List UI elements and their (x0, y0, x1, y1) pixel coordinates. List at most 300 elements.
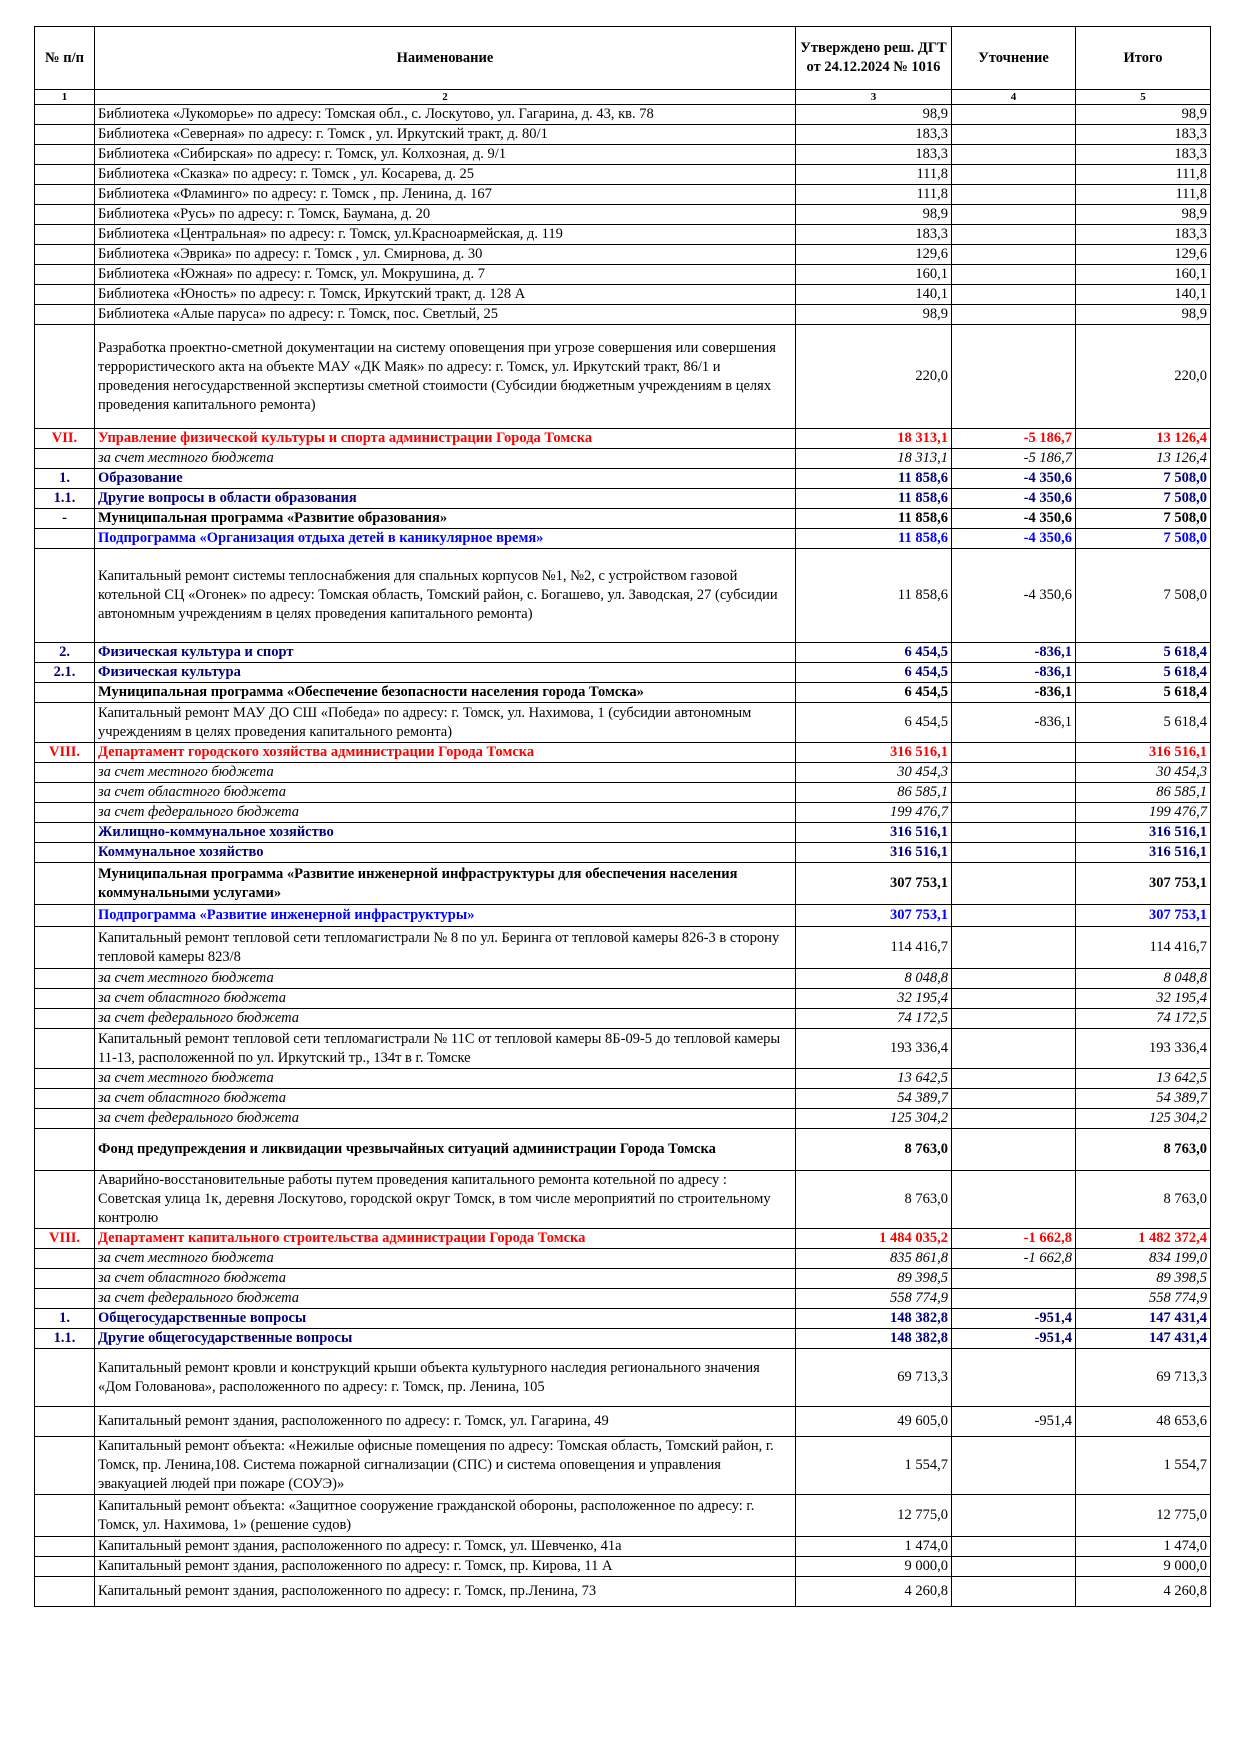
row-number (35, 325, 95, 429)
table-row (35, 1029, 1211, 1069)
row-approved-value: 6 454,5 (796, 663, 952, 683)
row-change-value (952, 265, 1076, 285)
row-name: Подпрограмма «Организация отдыха детей в каникулярное время» (95, 529, 796, 549)
row-change-value (952, 863, 1076, 905)
row-approved-value: 54 389,7 (796, 1089, 952, 1109)
row-name: Капитальный ремонт МАУ ДО СШ «Победа» по адресу: г. Томск, ул. Нахимова, 1 (субсидии автономным учреждениям в целях проведения капитального ремонта) (95, 703, 796, 743)
row-name: Департамент капитального строительства администрации Города Томска (95, 1229, 796, 1249)
row-total-value: 220,0 (1076, 325, 1211, 429)
row-number: 1. (35, 469, 95, 489)
row-total-value: 48 653,6 (1076, 1407, 1211, 1437)
row-change-value (952, 1495, 1076, 1537)
row-total-value: 8 763,0 (1076, 1171, 1211, 1229)
row-name: за счет федерального бюджета (95, 803, 796, 823)
row-number (35, 105, 95, 125)
row-name: Подпрограмма «Развитие инженерной инфраструктуры» (95, 905, 796, 927)
column-index: 5 (1076, 90, 1211, 105)
row-total-value: 13 126,4 (1076, 449, 1211, 469)
table-row (35, 529, 1211, 549)
table-row (35, 1557, 1211, 1577)
row-change-value (952, 989, 1076, 1009)
row-name: Физическая культура (95, 663, 796, 683)
row-number (35, 1537, 95, 1557)
row-number (35, 1171, 95, 1229)
row-approved-value: 8 048,8 (796, 969, 952, 989)
row-number (35, 989, 95, 1009)
row-change-value (952, 803, 1076, 823)
row-total-value: 140,1 (1076, 285, 1211, 305)
row-approved-value: 148 382,8 (796, 1329, 952, 1349)
column-index: 2 (95, 90, 796, 105)
table-row (35, 225, 1211, 245)
budget-table (34, 26, 1211, 1607)
table-row (35, 185, 1211, 205)
row-total-value: 9 000,0 (1076, 1557, 1211, 1577)
row-number (35, 449, 95, 469)
row-number: - (35, 509, 95, 529)
row-total-value: 13 126,4 (1076, 429, 1211, 449)
row-total-value: 199 476,7 (1076, 803, 1211, 823)
row-change-value (952, 1437, 1076, 1495)
table-row (35, 703, 1211, 743)
row-change-value (952, 305, 1076, 325)
row-name: Библиотека «Северная» по адресу: г. Томск , ул. Иркутский тракт, д. 80/1 (95, 125, 796, 145)
row-approved-value: 114 416,7 (796, 927, 952, 969)
table-row (35, 1309, 1211, 1329)
row-approved-value: 4 260,8 (796, 1577, 952, 1607)
table-row (35, 125, 1211, 145)
row-change-value (952, 969, 1076, 989)
row-name: за счет местного бюджета (95, 1249, 796, 1269)
row-approved-value: 199 476,7 (796, 803, 952, 823)
row-change-value (952, 1349, 1076, 1407)
row-total-value: 316 516,1 (1076, 843, 1211, 863)
row-approved-value: 49 605,0 (796, 1407, 952, 1437)
row-number (35, 265, 95, 285)
row-approved-value: 18 313,1 (796, 429, 952, 449)
row-name: Библиотека «Южная» по адресу: г. Томск, ул. Мокрушина, д. 7 (95, 265, 796, 285)
row-change-value: -836,1 (952, 643, 1076, 663)
row-number (35, 763, 95, 783)
row-change-value (952, 165, 1076, 185)
row-change-value: -4 350,6 (952, 469, 1076, 489)
row-change-value: -4 350,6 (952, 509, 1076, 529)
table-row (35, 763, 1211, 783)
row-approved-value: 98,9 (796, 105, 952, 125)
row-number: VIII. (35, 743, 95, 763)
row-name: Библиотека «Лукоморье» по адресу: Томская обл., с. Лоскутово, ул. Гагарина, д. 43, кв. 78 (95, 105, 796, 125)
row-approved-value: 98,9 (796, 205, 952, 225)
row-number: 2. (35, 643, 95, 663)
row-approved-value: 148 382,8 (796, 1309, 952, 1329)
table-row (35, 1289, 1211, 1309)
row-total-value: 7 508,0 (1076, 489, 1211, 509)
table-row (35, 643, 1211, 663)
row-number: 1. (35, 1309, 95, 1329)
row-number (35, 125, 95, 145)
table-row (35, 1437, 1211, 1495)
row-approved-value: 558 774,9 (796, 1289, 952, 1309)
row-approved-value: 6 454,5 (796, 643, 952, 663)
table-row (35, 989, 1211, 1009)
row-total-value: 147 431,4 (1076, 1329, 1211, 1349)
row-change-value: -951,4 (952, 1329, 1076, 1349)
row-total-value: 5 618,4 (1076, 663, 1211, 683)
table-row (35, 927, 1211, 969)
row-name: Муниципальная программа «Развитие инженерной инфраструктуры для обеспечения населения коммунальными услугами» (95, 863, 796, 905)
row-name: за счет областного бюджета (95, 989, 796, 1009)
row-change-value (952, 325, 1076, 429)
row-approved-value: 316 516,1 (796, 823, 952, 843)
row-approved-value: 183,3 (796, 225, 952, 245)
row-number: VIII. (35, 1229, 95, 1249)
row-name: Библиотека «Русь» по адресу: г. Томск, Баумана, д. 20 (95, 205, 796, 225)
row-name: Другие вопросы в области образования (95, 489, 796, 509)
row-approved-value: 111,8 (796, 185, 952, 205)
table-row (35, 1109, 1211, 1129)
row-name: Капитальный ремонт кровли и конструкций крыши объекта культурного наследия регионального значения «Дом Голованова», расположенного по адресу: г. Томск, пр. Ленина, 105 (95, 1349, 796, 1407)
row-total-value: 13 642,5 (1076, 1069, 1211, 1089)
row-number (35, 1009, 95, 1029)
row-change-value: -4 350,6 (952, 549, 1076, 643)
row-total-value: 69 713,3 (1076, 1349, 1211, 1407)
row-number (35, 683, 95, 703)
table-row (35, 265, 1211, 285)
row-total-value: 32 195,4 (1076, 989, 1211, 1009)
row-change-value: -1 662,8 (952, 1229, 1076, 1249)
row-approved-value: 6 454,5 (796, 683, 952, 703)
row-name: за счет областного бюджета (95, 1089, 796, 1109)
row-approved-value: 160,1 (796, 265, 952, 285)
row-name: Библиотека «Юность» по адресу: г. Томск, Иркутский тракт, д. 128 А (95, 285, 796, 305)
row-approved-value: 98,9 (796, 305, 952, 325)
row-change-value: -836,1 (952, 683, 1076, 703)
row-total-value: 183,3 (1076, 125, 1211, 145)
row-number (35, 285, 95, 305)
row-number (35, 969, 95, 989)
row-change-value (952, 1289, 1076, 1309)
row-change-value (952, 1537, 1076, 1557)
table-row (35, 803, 1211, 823)
row-number (35, 927, 95, 969)
row-total-value: 86 585,1 (1076, 783, 1211, 803)
row-change-value (952, 1109, 1076, 1129)
row-change-value (952, 1029, 1076, 1069)
table-row (35, 905, 1211, 927)
row-change-value (952, 105, 1076, 125)
row-change-value (952, 1009, 1076, 1029)
table-header-row (35, 27, 1211, 90)
row-number (35, 205, 95, 225)
table-row (35, 1407, 1211, 1437)
row-approved-value: 307 753,1 (796, 863, 952, 905)
row-total-value: 74 172,5 (1076, 1009, 1211, 1029)
table-row (35, 1577, 1211, 1607)
row-name: за счет местного бюджета (95, 449, 796, 469)
row-number (35, 1269, 95, 1289)
row-change-value (952, 285, 1076, 305)
row-change-value: -4 350,6 (952, 489, 1076, 509)
table-row (35, 549, 1211, 643)
row-total-value: 193 336,4 (1076, 1029, 1211, 1069)
row-name: Библиотека «Алые паруса» по адресу: г. Томск, пос. Светлый, 25 (95, 305, 796, 325)
row-change-value: -836,1 (952, 703, 1076, 743)
table-row (35, 1349, 1211, 1407)
row-name: Другие общегосударственные вопросы (95, 1329, 796, 1349)
table-row (35, 305, 1211, 325)
header-number: № п/п (35, 27, 95, 90)
row-total-value: 30 454,3 (1076, 763, 1211, 783)
row-change-value (952, 225, 1076, 245)
row-name: Муниципальная программа «Развитие образования» (95, 509, 796, 529)
row-approved-value: 11 858,6 (796, 529, 952, 549)
row-name: за счет федерального бюджета (95, 1289, 796, 1309)
row-name: Библиотека «Эврика» по адресу: г. Томск , ул. Смирнова, д. 30 (95, 245, 796, 265)
row-change-value (952, 1129, 1076, 1171)
row-approved-value: 316 516,1 (796, 843, 952, 863)
row-number (35, 803, 95, 823)
row-approved-value: 129,6 (796, 245, 952, 265)
row-change-value: -951,4 (952, 1309, 1076, 1329)
table-row (35, 469, 1211, 489)
column-index-row (35, 90, 1211, 105)
column-index: 3 (796, 90, 952, 105)
row-total-value: 8 763,0 (1076, 1129, 1211, 1171)
row-change-value (952, 763, 1076, 783)
table-row (35, 489, 1211, 509)
row-change-value (952, 927, 1076, 969)
table-row (35, 1089, 1211, 1109)
row-name: Капитальный ремонт системы теплоснабжения для спальных корпусов №1, №2, с устройством газовой котельной СЦ «Огонек» по адресу: Томская область, Томский район, с. Богашево, ул. Заводская, 27 (субсидии автономным учреждениям в целях проведения капитального ремонта) (95, 549, 796, 643)
row-change-value (952, 1069, 1076, 1089)
row-total-value: 7 508,0 (1076, 469, 1211, 489)
row-change-value (952, 1171, 1076, 1229)
row-name: Капитальный ремонт здания, расположенного по адресу: г. Томск, ул. Шевченко, 41а (95, 1537, 796, 1557)
column-index: 4 (952, 90, 1076, 105)
row-name: Общегосударственные вопросы (95, 1309, 796, 1329)
row-approved-value: 8 763,0 (796, 1171, 952, 1229)
row-total-value: 125 304,2 (1076, 1109, 1211, 1129)
row-approved-value: 307 753,1 (796, 905, 952, 927)
row-number (35, 1349, 95, 1407)
row-total-value: 7 508,0 (1076, 509, 1211, 529)
row-name: за счет местного бюджета (95, 969, 796, 989)
row-total-value: 98,9 (1076, 105, 1211, 125)
row-change-value (952, 205, 1076, 225)
row-approved-value: 9 000,0 (796, 1557, 952, 1577)
row-approved-value: 8 763,0 (796, 1129, 952, 1171)
row-name: Физическая культура и спорт (95, 643, 796, 663)
row-approved-value: 140,1 (796, 285, 952, 305)
row-approved-value: 1 554,7 (796, 1437, 952, 1495)
row-approved-value: 11 858,6 (796, 489, 952, 509)
row-total-value: 834 199,0 (1076, 1249, 1211, 1269)
row-total-value: 147 431,4 (1076, 1309, 1211, 1329)
row-name: Образование (95, 469, 796, 489)
table-row (35, 1269, 1211, 1289)
row-number (35, 1029, 95, 1069)
row-total-value: 4 260,8 (1076, 1577, 1211, 1607)
row-name: Департамент городского хозяйства администрации Города Томска (95, 743, 796, 763)
row-number (35, 529, 95, 549)
row-total-value: 98,9 (1076, 305, 1211, 325)
table-row (35, 843, 1211, 863)
row-approved-value: 89 398,5 (796, 1269, 952, 1289)
row-approved-value: 220,0 (796, 325, 952, 429)
table-row (35, 1129, 1211, 1171)
row-name: Капитальный ремонт здания, расположенного по адресу: г. Томск, ул. Гагарина, 49 (95, 1407, 796, 1437)
row-change-value (952, 125, 1076, 145)
table-row (35, 285, 1211, 305)
row-name: за счет местного бюджета (95, 763, 796, 783)
row-change-value (952, 1089, 1076, 1109)
row-total-value: 5 618,4 (1076, 703, 1211, 743)
row-change-value: -4 350,6 (952, 529, 1076, 549)
table-row (35, 205, 1211, 225)
row-total-value: 7 508,0 (1076, 549, 1211, 643)
row-approved-value: 74 172,5 (796, 1009, 952, 1029)
row-change-value: -5 186,7 (952, 449, 1076, 469)
table-row (35, 1229, 1211, 1249)
row-name: Библиотека «Фламинго» по адресу: г. Томск , пр. Ленина, д. 167 (95, 185, 796, 205)
row-total-value: 307 753,1 (1076, 863, 1211, 905)
table-row (35, 1171, 1211, 1229)
row-approved-value: 183,3 (796, 125, 952, 145)
row-number (35, 1495, 95, 1537)
row-approved-value: 69 713,3 (796, 1349, 952, 1407)
row-approved-value: 125 304,2 (796, 1109, 952, 1129)
header-total: Итого (1076, 27, 1211, 90)
row-name: Библиотека «Сказка» по адресу: г. Томск , ул. Косарева, д. 25 (95, 165, 796, 185)
row-approved-value: 18 313,1 (796, 449, 952, 469)
table-row (35, 663, 1211, 683)
table-row (35, 823, 1211, 843)
row-change-value: -836,1 (952, 663, 1076, 683)
table-row (35, 145, 1211, 165)
row-total-value: 129,6 (1076, 245, 1211, 265)
row-name: за счет областного бюджета (95, 783, 796, 803)
row-total-value: 98,9 (1076, 205, 1211, 225)
row-total-value: 316 516,1 (1076, 743, 1211, 763)
row-change-value (952, 823, 1076, 843)
row-total-value: 1 474,0 (1076, 1537, 1211, 1557)
row-approved-value: 835 861,8 (796, 1249, 952, 1269)
row-change-value (952, 145, 1076, 165)
row-change-value: -951,4 (952, 1407, 1076, 1437)
row-name: Разработка проектно-сметной документации на систему оповещения при угрозе совершения или совершения террористического акта на объекте МАУ «ДК Маяк» по адресу: г. Томск, ул. Иркутский тракт, 86/1 и проведения негосударственной экспертизы сметной стоимости (Субсидии бюджетным учреждениям в целях проведения капитального ремонта) (95, 325, 796, 429)
row-number (35, 305, 95, 325)
row-total-value: 5 618,4 (1076, 683, 1211, 703)
header-approved: Утверждено реш. ДГТ от 24.12.2024 № 1016 (796, 27, 952, 90)
row-number (35, 549, 95, 643)
row-name: Капитальный ремонт здания, расположенного по адресу: г. Томск, пр. Кирова, 11 А (95, 1557, 796, 1577)
row-approved-value: 1 484 035,2 (796, 1229, 952, 1249)
table-row (35, 105, 1211, 125)
row-total-value: 558 774,9 (1076, 1289, 1211, 1309)
row-number (35, 823, 95, 843)
row-number (35, 145, 95, 165)
table-row (35, 165, 1211, 185)
row-approved-value: 11 858,6 (796, 469, 952, 489)
row-change-value: -1 662,8 (952, 1249, 1076, 1269)
row-name: Жилищно-коммунальное хозяйство (95, 823, 796, 843)
row-number (35, 185, 95, 205)
row-total-value: 7 508,0 (1076, 529, 1211, 549)
row-name: за счет федерального бюджета (95, 1009, 796, 1029)
row-name: Капитальный ремонт тепловой сети тепломагистрали № 11С от тепловой камеры 8Б-09-5 до тепловой камеры 11-13, расположенной по ул. Иркутский тр., 134т в г. Томске (95, 1029, 796, 1069)
table-row (35, 1249, 1211, 1269)
row-total-value: 114 416,7 (1076, 927, 1211, 969)
table-row (35, 509, 1211, 529)
row-name: Фонд предупреждения и ликвидации чрезвычайных ситуаций администрации Города Томска (95, 1129, 796, 1171)
row-number (35, 1249, 95, 1269)
table-row (35, 683, 1211, 703)
row-total-value: 1 482 372,4 (1076, 1229, 1211, 1249)
row-change-value (952, 1269, 1076, 1289)
table-row (35, 863, 1211, 905)
row-number (35, 905, 95, 927)
row-name: за счет областного бюджета (95, 1269, 796, 1289)
row-total-value: 183,3 (1076, 225, 1211, 245)
row-approved-value: 6 454,5 (796, 703, 952, 743)
row-total-value: 89 398,5 (1076, 1269, 1211, 1289)
row-change-value (952, 783, 1076, 803)
table-row (35, 969, 1211, 989)
row-name: Капитальный ремонт здания, расположенного по адресу: г. Томск, пр.Ленина, 73 (95, 1577, 796, 1607)
row-number (35, 1557, 95, 1577)
row-name: Капитальный ремонт тепловой сети тепломагистрали № 8 по ул. Беринга от тепловой камеры 826-3 в сторону тепловой камеры 823/8 (95, 927, 796, 969)
row-number (35, 1089, 95, 1109)
row-total-value: 5 618,4 (1076, 643, 1211, 663)
row-number (35, 843, 95, 863)
row-approved-value: 11 858,6 (796, 549, 952, 643)
row-number (35, 1129, 95, 1171)
row-total-value: 307 753,1 (1076, 905, 1211, 927)
row-name: Капитальный ремонт объекта: «Нежилые офисные помещения по адресу: Томская область, Томский район, г. Томск, пр. Ленина,108. Система пожарной сигнализации (СПС) и система оповещения и управления эвакуацией людей при пожаре (СОУЭ)» (95, 1437, 796, 1495)
row-total-value: 316 516,1 (1076, 823, 1211, 843)
table-row (35, 1537, 1211, 1557)
row-approved-value: 316 516,1 (796, 743, 952, 763)
row-approved-value: 111,8 (796, 165, 952, 185)
row-change-value (952, 185, 1076, 205)
row-total-value: 8 048,8 (1076, 969, 1211, 989)
table-row (35, 1495, 1211, 1537)
row-name: Библиотека «Центральная» по адресу: г. Томск, ул.Красноармейская, д. 119 (95, 225, 796, 245)
row-number: VII. (35, 429, 95, 449)
row-number (35, 225, 95, 245)
row-name: Коммунальное хозяйство (95, 843, 796, 863)
row-number (35, 165, 95, 185)
row-number: 1.1. (35, 1329, 95, 1349)
row-change-value (952, 245, 1076, 265)
table-row (35, 245, 1211, 265)
row-number (35, 1407, 95, 1437)
row-number: 1.1. (35, 489, 95, 509)
row-name: Муниципальная программа «Обеспечение безопасности населения города Томска» (95, 683, 796, 703)
row-number (35, 1069, 95, 1089)
row-approved-value: 13 642,5 (796, 1069, 952, 1089)
row-name: Управление физической культуры и спорта администрации Города Томска (95, 429, 796, 449)
table-row (35, 1329, 1211, 1349)
row-number (35, 1289, 95, 1309)
row-name: Аварийно-восстановительные работы путем проведения капитального ремонта котельной по адресу : Советская улица 1к, деревня Лоскутово, городской округ Томск, в том числе мероприятий по строительному контролю (95, 1171, 796, 1229)
row-change-value (952, 1557, 1076, 1577)
row-number (35, 245, 95, 265)
row-total-value: 1 554,7 (1076, 1437, 1211, 1495)
row-total-value: 12 775,0 (1076, 1495, 1211, 1537)
row-approved-value: 30 454,3 (796, 763, 952, 783)
row-approved-value: 86 585,1 (796, 783, 952, 803)
